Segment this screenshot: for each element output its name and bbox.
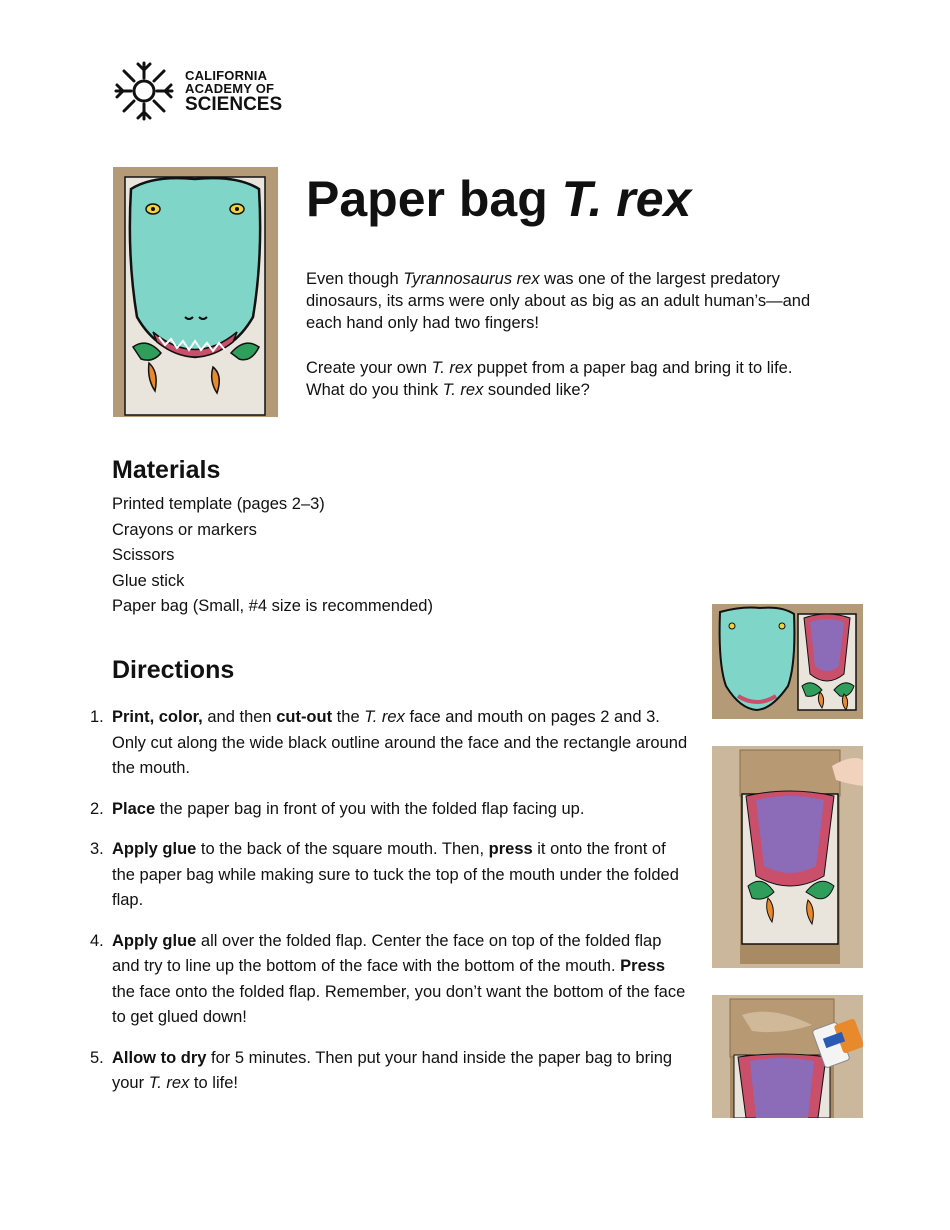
step-text: to life! (189, 1074, 238, 1092)
logo-line-3: SCIENCES (185, 93, 283, 115)
step-text: for 5 minutes. Then put your hand inside the paper bag to bring your (112, 1048, 673, 1092)
direction-step-2 (90, 797, 690, 823)
step-number: 1. (90, 708, 104, 726)
academy-logo-icon (113, 60, 175, 122)
step-text: it onto the front of the paper bag while making sure to tuck the top of the mouth under the folded flap. (112, 840, 679, 909)
step-number: 3. (90, 840, 104, 858)
intro-p2-text-a: Create your own (306, 359, 432, 377)
mouth-on-bag-photo (712, 746, 863, 968)
step-text: and then (202, 708, 277, 726)
trex-puppet-photo (113, 167, 278, 417)
intro-p2-italic-2: T. rex (442, 381, 484, 399)
step-bold-text: Press (620, 957, 666, 975)
cutout-pieces-photo (712, 604, 863, 719)
step-number: 5. (90, 1048, 104, 1067)
materials-item: Paper bag (Small, #4 size is recommended) (112, 597, 433, 615)
academy-logo (113, 60, 282, 122)
materials-item: Glue stick (112, 571, 185, 590)
title-plain: Paper bag (306, 171, 562, 227)
step-bold-text: Place (112, 799, 156, 818)
materials-item: Crayons or markers (112, 520, 257, 539)
step-bold-text: Print, color, (112, 708, 203, 726)
directions-list (90, 705, 690, 1112)
step-bold-text: cut-out (276, 708, 333, 726)
step-number: 2. (90, 799, 104, 818)
materials-item: Printed template (pages 2–3) (112, 495, 325, 513)
step-italic-text: T. rex (148, 1074, 190, 1092)
academy-logo-text (185, 69, 282, 114)
step-bold-text: Apply glue (112, 840, 197, 858)
step-text: face and mouth on pages 2 and 3. Only cut along the wide black outline around the face and the rectangle around the mouth. (112, 708, 688, 777)
step-italic-text: T. rex (364, 708, 405, 726)
intro-paragraph-2 (306, 357, 826, 401)
intro-paragraph-1 (306, 268, 826, 334)
direction-step-3 (90, 837, 690, 914)
step-text: all over the folded flap. Center the face on top of the folded flap and try to line up the bottom of the face with the bottom of the mouth. (112, 931, 662, 975)
title-italic: T. rex (561, 171, 692, 227)
page-title (306, 172, 691, 227)
intro-p1-italic: Tyrannosaurus rex (403, 270, 540, 288)
logo-line-2: ACADEMY OF (185, 80, 275, 96)
direction-step-4 (90, 929, 690, 1031)
step-number: 4. (90, 931, 104, 950)
materials-item: Scissors (112, 546, 175, 564)
glue-on-flap-photo (712, 995, 863, 1118)
step-bold-text: Allow to dry (112, 1048, 207, 1067)
intro-text (306, 268, 826, 424)
intro-p2-text-e: sounded like? (483, 381, 590, 399)
intro-p2-text-c: puppet from a paper bag and bring it to life. What do you think (306, 359, 793, 399)
step-bold-text: Apply glue (112, 931, 197, 950)
step-text: the (332, 708, 365, 726)
logo-line-1: CALIFORNIA (185, 67, 268, 83)
intro-p1-text-c: was one of the largest predatory dinosaurs, its arms were only about as big as an adult human’s—and each hand only had two fingers! (306, 270, 811, 332)
intro-p2-italic-1: T. rex (431, 359, 473, 377)
directions-heading: Directions (112, 656, 235, 684)
step-text: the face onto the folded flap. Remember, you don’t want the bottom of the face to get glued down! (112, 982, 686, 1026)
direction-step-5 (90, 1046, 690, 1097)
step-text: to the back of the square mouth. Then, (196, 840, 489, 858)
direction-step-1 (90, 705, 690, 782)
step-bold-text: press (488, 840, 533, 858)
materials-heading: Materials (112, 456, 221, 484)
materials-list (112, 492, 433, 620)
step-text: the paper bag in front of you with the folded flap facing up. (155, 799, 585, 818)
intro-p1-text-a: Even though (306, 270, 404, 288)
